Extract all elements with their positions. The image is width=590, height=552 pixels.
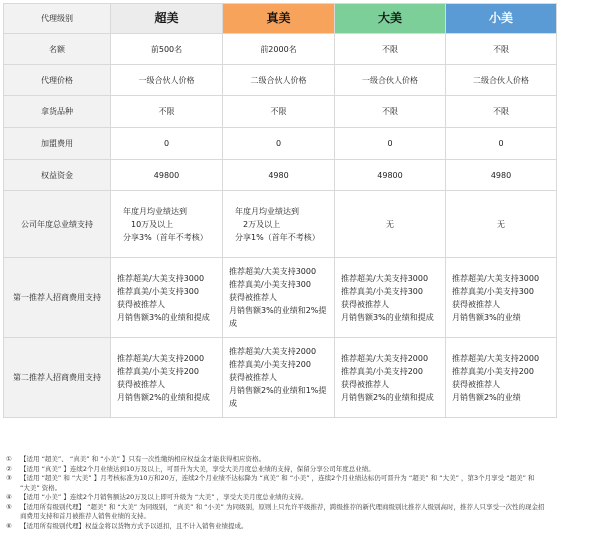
cell-line: 推荐超美/大美支持3000 — [452, 273, 540, 283]
footnote-text: 【适用所有级别代理】权益金将以货物方式予以返扣，且不计入销售业绩提成。 — [20, 521, 248, 530]
cell-line: 年度月均业绩达到 — [123, 206, 187, 216]
tier-damei: 大美 — [335, 4, 446, 34]
table-cell: 不限 — [446, 96, 557, 128]
cell-line: 推荐超美/大美支持2000 — [229, 347, 317, 356]
table-cell: 前500名 — [111, 34, 223, 65]
table-cell: 不限 — [111, 96, 223, 128]
cell-line: 10万及以上 — [131, 219, 174, 229]
footnote-number: ① — [6, 455, 12, 463]
cell-line: 月销售额3%的业绩和提成 — [341, 312, 434, 322]
footnote-item — [6, 465, 546, 475]
cell-line: 推荐真美/小美支持300 — [117, 286, 199, 296]
table-cell: 不限 — [446, 34, 557, 65]
footnote-number: ⑤ — [6, 502, 12, 511]
table-cell: 一级合伙人价格 — [335, 65, 446, 96]
cell-line: 月销售额2%的业绩和1%提成 — [229, 386, 327, 408]
cell-line: 获得被推荐人 — [452, 299, 500, 309]
footnote-number: ⑥ — [6, 521, 12, 530]
row-label: 加盟费用 — [4, 128, 111, 160]
footnote-item — [6, 455, 546, 465]
footnote-text: 【适用 “小美” 】连续2个月销售额达20万及以上即可升级为 “大美” ，享受大美月度总业绩的支持。 — [20, 493, 308, 501]
row-label: 第二推荐人招商费用支持 — [4, 338, 111, 418]
table-cell — [111, 191, 223, 258]
table-row-annual — [4, 191, 557, 258]
cell-line: 年度月均业绩达到 — [235, 206, 299, 216]
cell-line: 推荐超美/大美支持2000 — [117, 353, 205, 363]
cell-line: 推荐超美/大美支持2000 — [341, 353, 429, 363]
cell-line: 分享3%（首年不考核） — [123, 232, 208, 242]
cell-line: 获得被推荐人 — [229, 293, 277, 302]
cell-line: 月销售额2%的业绩和提成 — [341, 392, 434, 402]
table-cell — [335, 338, 446, 418]
footnote-number: ③ — [6, 474, 12, 482]
table-cell: 前2000名 — [223, 34, 335, 65]
table-cell — [223, 258, 335, 338]
table-cell: 4980 — [223, 160, 335, 191]
table-cell: 无 — [335, 191, 446, 258]
cell-line: 推荐真美/小美支持200 — [452, 366, 534, 376]
table-cell: 0 — [111, 128, 223, 160]
table-cell — [446, 258, 557, 338]
row-label: 代理价格 — [4, 65, 111, 96]
row-label: 公司年度总业绩支持 — [4, 191, 111, 258]
footnote-item — [6, 474, 546, 493]
table-cell: 不限 — [335, 96, 446, 128]
cell-line: 月销售额3%的业绩和2%提成 — [229, 306, 327, 328]
table-cell: 4980 — [446, 160, 557, 191]
cell-line: 月销售额2%的业绩 — [452, 392, 521, 402]
table-row-second-ref — [4, 338, 557, 418]
table-cell — [223, 338, 335, 418]
table-cell — [446, 338, 557, 418]
row-label: 拿货品种 — [4, 96, 111, 128]
cell-line: 分享1%（首年不考核） — [235, 232, 320, 242]
footnote-number: ② — [6, 464, 12, 473]
cell-line: 推荐真美/小美支持200 — [117, 366, 199, 376]
cell-line: 推荐超美/大美支持2000 — [452, 353, 540, 363]
footnote-text: 【适用 “超美” 和 “大美” 】月考核标准为10万和20万，连续2个月业绩不达标降为 “真美” 和 “小美” ，连续2个月业绩达标仍可晋升为 “超美” 和 “大美” ，第3个月享受 “超美” 和 “大美” 资格。 — [20, 474, 535, 492]
tier-xiaomei: 小美 — [446, 4, 557, 34]
footnotes — [6, 455, 546, 531]
row-label: 第一推荐人招商费用支持 — [4, 258, 111, 338]
cell-line: 获得被推荐人 — [341, 379, 389, 389]
header-row — [4, 4, 557, 34]
cell-line: 2万及以上 — [243, 219, 281, 229]
table-cell: 二级合伙人价格 — [223, 65, 335, 96]
footnote-text: 【适用 “真美” 】连续2个月业绩达到10万及以上，可晋升为大美，享受大美月度总业绩的支持，保留分享公司年度总业绩。 — [20, 464, 375, 473]
table-cell: 不限 — [335, 34, 446, 65]
table-row-equity — [4, 160, 557, 191]
row-label: 名额 — [4, 34, 111, 65]
cell-line: 月销售额3%的业绩 — [452, 312, 521, 322]
table-cell: 二级合伙人价格 — [446, 65, 557, 96]
cell-line: 推荐真美/小美支持200 — [341, 366, 423, 376]
cell-line: 推荐真美/小美支持300 — [452, 286, 534, 296]
cell-line: 推荐真美/小美支持200 — [229, 360, 311, 369]
footnote-item — [6, 522, 546, 532]
footnote-item — [6, 493, 546, 503]
table-row-quota — [4, 34, 557, 65]
footnote-text: 【适用所有级别代理】 “超美” 和 “大美” 为同级别， “真美” 和 “小美” 为同级别，原则上只允许平级推荐，跨级推荐的新代理商级别比推荐人级别高时，推荐人只享受一次性的现金招商费用支持和首月被推荐人销售业绩的支持。 — [20, 502, 545, 520]
table-cell: 一级合伙人价格 — [111, 65, 223, 96]
row-label: 权益资金 — [4, 160, 111, 191]
cell-line: 推荐超美/大美支持3000 — [117, 273, 205, 283]
tier-chaomei: 超美 — [111, 4, 223, 34]
table-cell — [111, 258, 223, 338]
table-cell: 0 — [223, 128, 335, 160]
table-cell: 0 — [446, 128, 557, 160]
cell-line: 推荐真美/小美支持300 — [229, 280, 311, 289]
footnote-text: 【适用 “超美”、 “真美” 和 “小美” 】只有一次性缴纳相应权益金才能获得相应资格。 — [20, 455, 266, 463]
cell-line: 推荐超美/大美支持3000 — [229, 267, 317, 276]
agent-level-table — [3, 3, 557, 418]
table-row-fee — [4, 128, 557, 160]
table-cell — [335, 258, 446, 338]
table-cell: 49800 — [335, 160, 446, 191]
footnote-number: ④ — [6, 493, 12, 501]
table-cell — [111, 338, 223, 418]
cell-line: 获得被推荐人 — [229, 373, 277, 382]
cell-line: 月销售额2%的业绩和提成 — [117, 392, 210, 402]
cell-line: 获得被推荐人 — [452, 379, 500, 389]
cell-line: 月销售额3%的业绩和提成 — [117, 312, 210, 322]
table-row-first-ref — [4, 258, 557, 338]
table-cell: 49800 — [111, 160, 223, 191]
cell-line: 推荐真美/小美支持300 — [341, 286, 423, 296]
header-label: 代理级别 — [4, 4, 111, 34]
cell-line: 获得被推荐人 — [117, 379, 165, 389]
table-cell: 不限 — [223, 96, 335, 128]
tier-zhenmei: 真美 — [223, 4, 335, 34]
table-row-products — [4, 96, 557, 128]
footnote-item — [6, 503, 546, 522]
cell-line: 获得被推荐人 — [341, 299, 389, 309]
cell-line: 获得被推荐人 — [117, 299, 165, 309]
table-cell: 0 — [335, 128, 446, 160]
table-cell — [223, 191, 335, 258]
table-cell: 无 — [446, 191, 557, 258]
cell-line: 推荐超美/大美支持3000 — [341, 273, 429, 283]
table-row-price — [4, 65, 557, 96]
